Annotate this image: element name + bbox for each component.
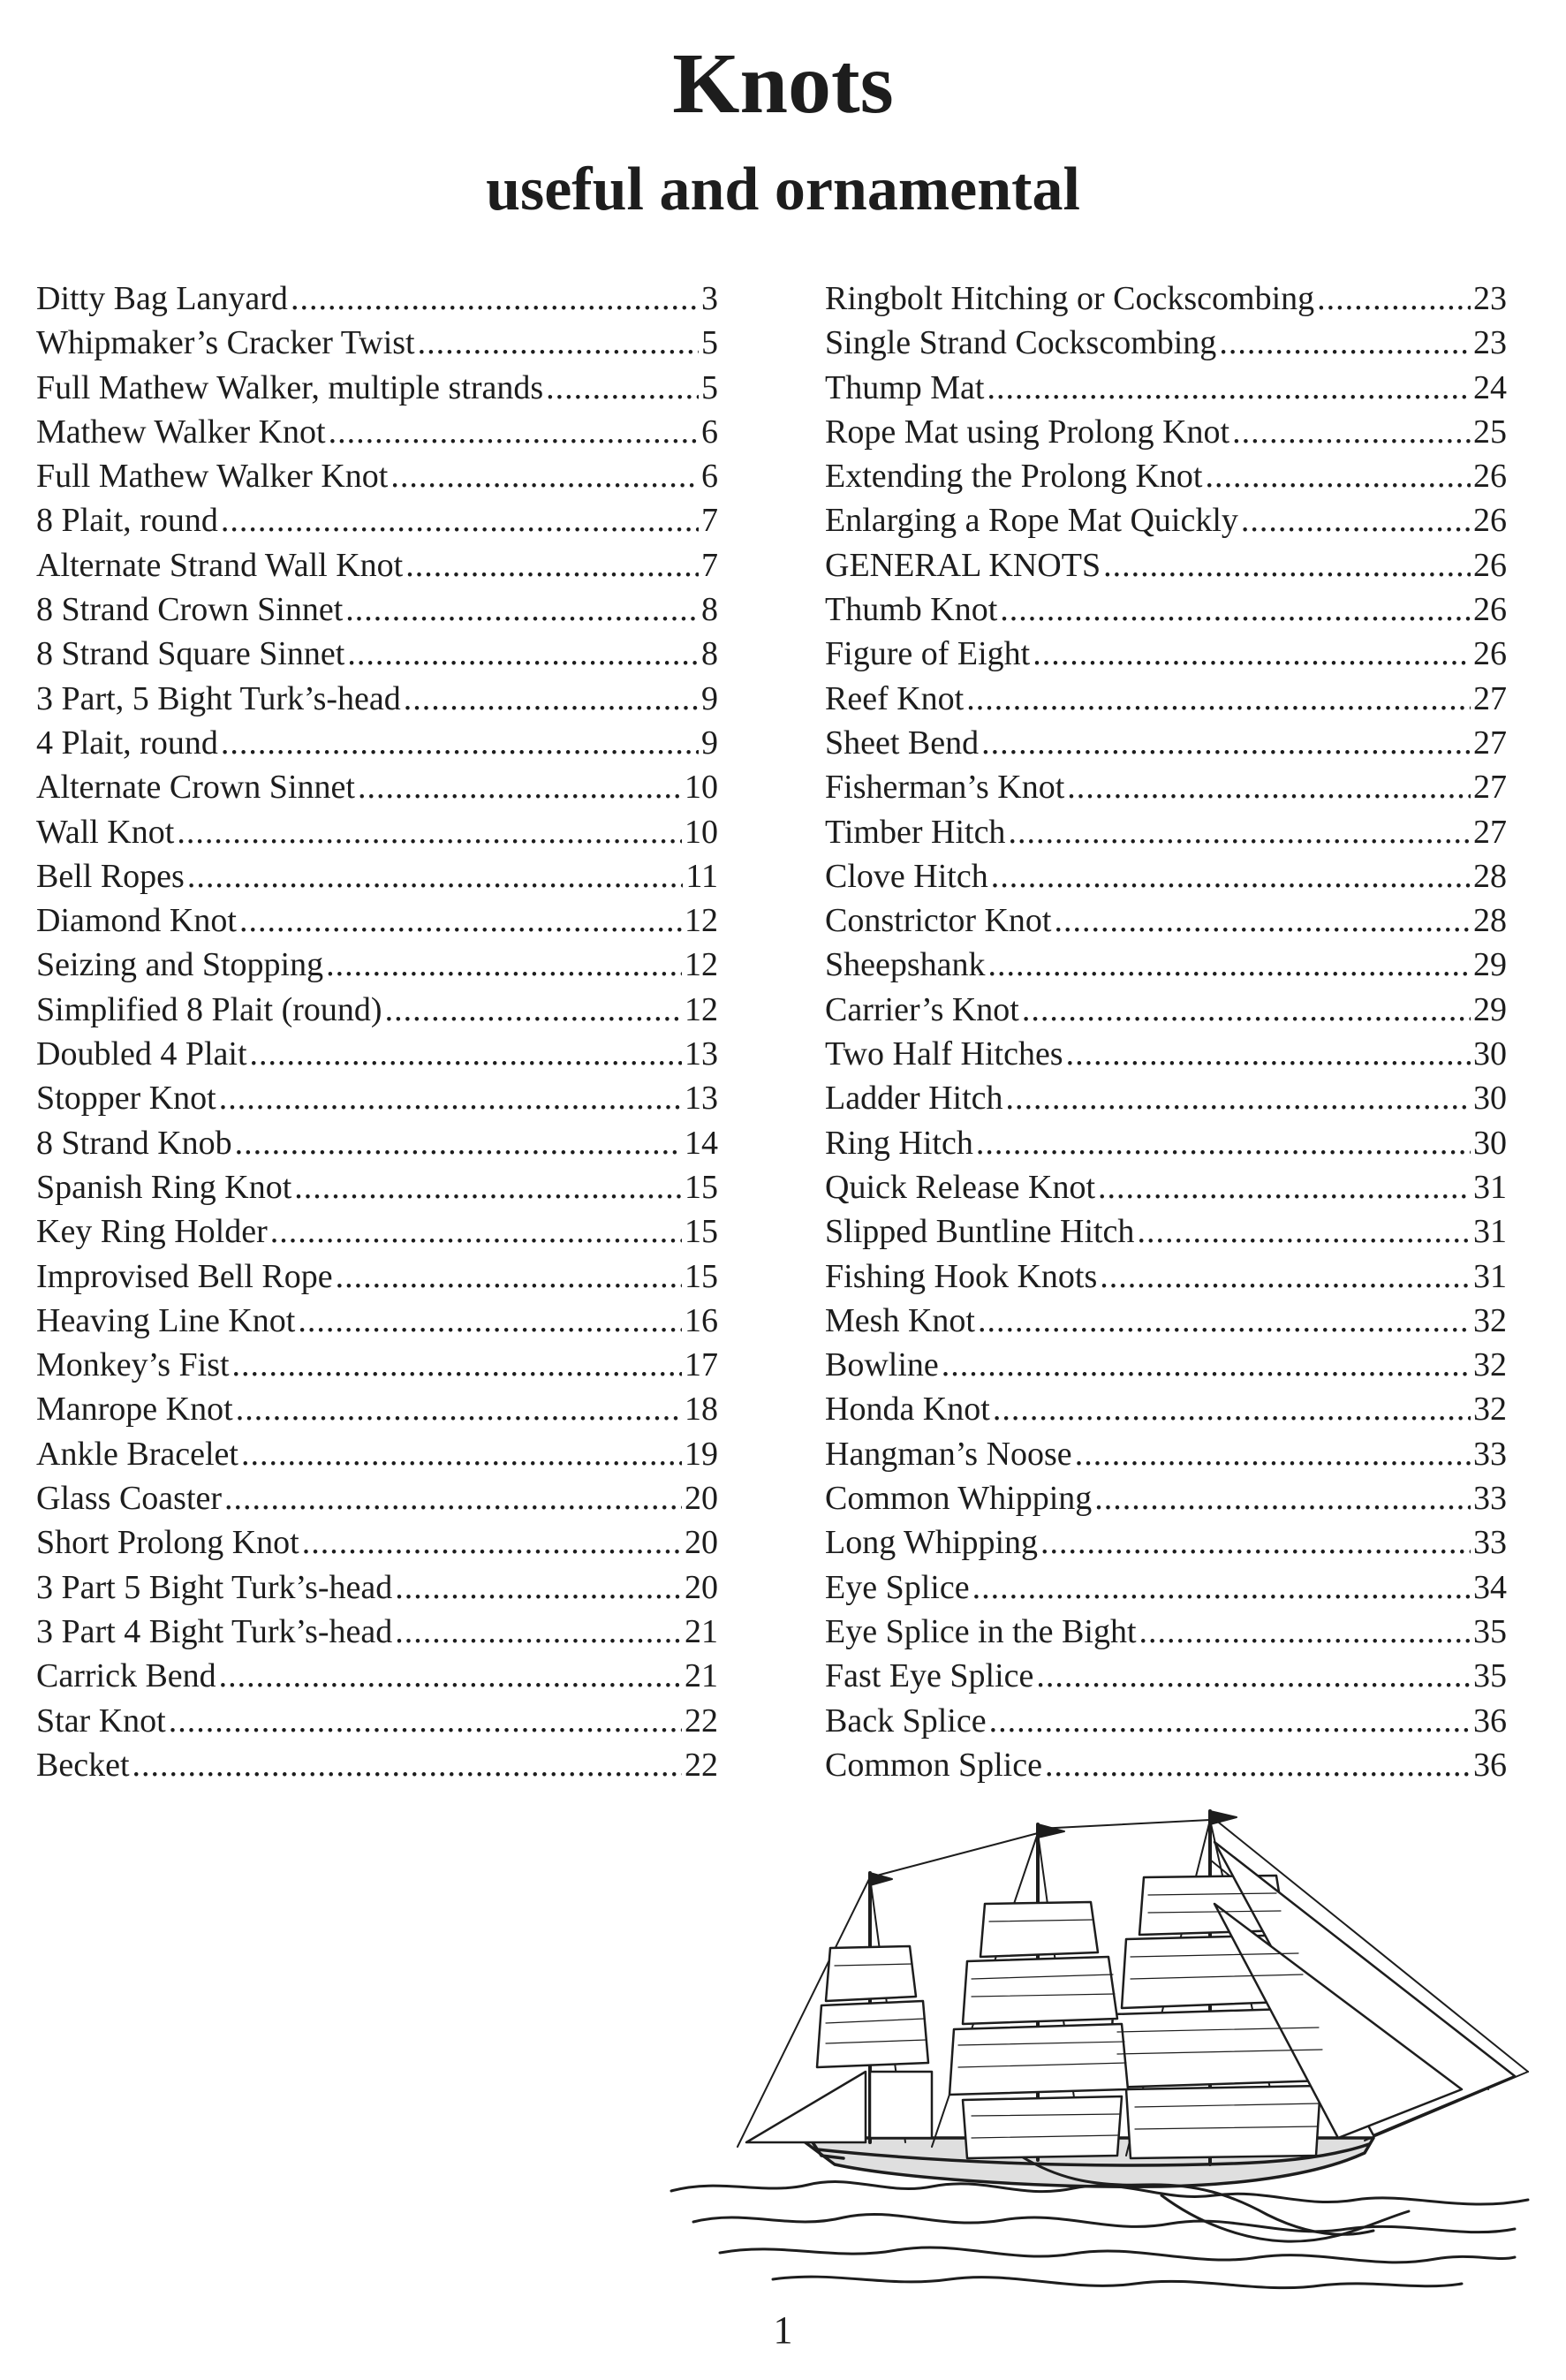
toc-dot-leader [395, 1565, 682, 1610]
toc-entry-label: Slipped Buntline Hitch [825, 1213, 1135, 1251]
toc-entry-label: Monkey’s Fist [36, 1346, 230, 1384]
toc-dot-leader [987, 366, 1471, 410]
toc-entry-page: 21 [685, 1657, 718, 1695]
toc-entry-page: 16 [685, 1301, 718, 1339]
toc-entry-page: 26 [1473, 591, 1507, 629]
toc-dot-leader [294, 1165, 682, 1209]
toc-entry-label: Carrick Bend [36, 1657, 216, 1695]
toc-entry [36, 1699, 718, 1743]
toc-dot-leader [1100, 1254, 1471, 1299]
toc-entry-page: 6 [701, 413, 718, 451]
toc-entry-page: 36 [1473, 1702, 1507, 1740]
toc-entry [825, 1209, 1507, 1254]
toc-dot-leader [1054, 898, 1471, 943]
toc-entry [36, 1432, 718, 1476]
toc-entry-label: Key Ring Holder [36, 1213, 268, 1251]
toc-dot-leader [1022, 988, 1471, 1032]
toc-entry [825, 1699, 1507, 1743]
toc-entry [825, 543, 1507, 587]
toc-entry [36, 721, 718, 765]
toc-entry [825, 1076, 1507, 1120]
toc-entry-page: 7 [701, 502, 718, 540]
toc-entry-label: Honda Knot [825, 1391, 990, 1429]
toc-entry-page: 35 [1473, 1657, 1507, 1695]
toc-entry-label: Sheet Bend [825, 724, 980, 762]
toc-entry-label: Improvised Bell Rope [36, 1257, 333, 1295]
toc-entry-page: 26 [1473, 635, 1507, 673]
toc-entry [825, 1654, 1507, 1698]
toc-entry-label: Clove Hitch [825, 857, 988, 895]
toc-dot-leader [1137, 1209, 1471, 1254]
toc-dot-leader [418, 321, 699, 365]
toc-entry [825, 277, 1507, 321]
toc-dot-leader [1205, 454, 1471, 498]
toc-entry-label: 4 Plait, round [36, 724, 218, 762]
toc-dot-leader [385, 988, 682, 1032]
toc-entry [825, 1165, 1507, 1209]
toc-entry [36, 632, 718, 676]
toc-dot-leader [132, 1743, 682, 1787]
toc-entry [825, 721, 1507, 765]
toc-right-column [825, 277, 1507, 1787]
toc-entry-page: 15 [685, 1168, 718, 1206]
toc-entry-page: 15 [685, 1213, 718, 1251]
toc-entry-label: Extending the Prolong Knot [825, 458, 1203, 496]
toc-dot-leader [989, 1699, 1471, 1743]
toc-entry-page: 20 [685, 1524, 718, 1562]
toc-dot-leader [1067, 765, 1471, 809]
toc-entry-label: Figure of Eight [825, 635, 1031, 673]
toc-entry [825, 1520, 1507, 1565]
toc-entry-page: 24 [1473, 368, 1507, 406]
toc-entry-page: 30 [1473, 1124, 1507, 1162]
toc-dot-leader [221, 498, 699, 542]
toc-entry-label: Diamond Knot [36, 902, 237, 940]
toc-dot-leader [976, 1121, 1471, 1165]
toc-entry [36, 1476, 718, 1520]
toc-entry-page: 10 [685, 769, 718, 807]
toc-entry-page: 26 [1473, 502, 1507, 540]
toc-dot-leader [169, 1699, 682, 1743]
toc-entry-label: Bell Ropes [36, 857, 185, 895]
toc-dot-leader [1094, 1476, 1471, 1520]
toc-entry [825, 1121, 1507, 1165]
toc-dot-leader [546, 366, 699, 410]
toc-dot-leader [972, 1565, 1471, 1610]
toc-entry-label: 8 Strand Crown Sinnet [36, 591, 344, 629]
toc-dot-leader [1317, 277, 1471, 321]
toc-dot-leader [298, 1299, 682, 1343]
toc-entry [36, 988, 718, 1032]
toc-entry-label: Mesh Knot [825, 1301, 975, 1339]
toc-entry [36, 1387, 718, 1431]
toc-dot-leader [1075, 1432, 1471, 1476]
toc-entry [36, 366, 718, 410]
toc-entry [825, 1610, 1507, 1654]
toc-entry [825, 1299, 1507, 1343]
toc-entry-label: Heaving Line Knot [36, 1301, 296, 1339]
toc-entry-page: 20 [685, 1480, 718, 1518]
toc-entry-label: Timber Hitch [825, 813, 1006, 851]
toc-entry [825, 454, 1507, 498]
page-subtitle: useful and ornamental [486, 155, 1080, 224]
toc-entry-page: 8 [701, 591, 718, 629]
toc-entry [36, 1743, 718, 1787]
toc-entry-page: 27 [1473, 724, 1507, 762]
toc-dot-leader [345, 587, 699, 632]
toc-dot-leader [395, 1610, 682, 1654]
toc-entry-label: Two Half Hitches [825, 1035, 1063, 1073]
toc-entry-page: 27 [1473, 813, 1507, 851]
toc-entry [36, 1299, 718, 1343]
toc-dot-leader [291, 277, 699, 321]
toc-dot-leader [302, 1520, 682, 1565]
toc-entry-label: Manrope Knot [36, 1391, 233, 1429]
toc-entry [36, 854, 718, 898]
toc-dot-leader [270, 1209, 682, 1254]
toc-entry [36, 1076, 718, 1120]
toc-dot-leader [224, 1476, 682, 1520]
toc-dot-leader [236, 1387, 682, 1431]
toc-dot-leader [1103, 543, 1471, 587]
toc-entry-label: 8 Strand Square Sinnet [36, 635, 345, 673]
toc-entry [36, 1032, 718, 1076]
toc-entry [36, 1610, 718, 1654]
toc-entry-page: 31 [1473, 1213, 1507, 1251]
toc-dot-leader [1098, 1165, 1471, 1209]
toc-left-column [36, 277, 718, 1787]
toc-entry [825, 1432, 1507, 1476]
toc-entry-label: Sheepshank [825, 946, 986, 984]
toc-entry-page: 19 [685, 1435, 718, 1473]
toc-dot-leader [1219, 321, 1471, 365]
toc-entry-page: 21 [685, 1612, 718, 1650]
toc-entry-label: Thumb Knot [825, 591, 998, 629]
toc-entry-page: 30 [1473, 1035, 1507, 1073]
toc-entry [36, 1254, 718, 1299]
toc-entry-page: 9 [701, 724, 718, 762]
toc-entry-label: Thump Mat [825, 368, 985, 406]
toc-entry [36, 587, 718, 632]
toc-entry-label: Mathew Walker Knot [36, 413, 326, 451]
toc-entry [36, 898, 718, 943]
toc-entry-page: 9 [701, 679, 718, 717]
toc-entry [825, 810, 1507, 854]
toc-dot-leader [1241, 498, 1471, 542]
toc-entry-label: Single Strand Cockscombing [825, 324, 1217, 362]
toc-entry-label: Fast Eye Splice [825, 1657, 1034, 1695]
toc-entry-label: Full Mathew Walker Knot [36, 458, 389, 496]
toc-entry-page: 27 [1473, 769, 1507, 807]
toc-dot-leader [988, 943, 1471, 987]
toc-dot-leader [1139, 1610, 1471, 1654]
toc-entry [825, 765, 1507, 809]
toc-entry-page: 18 [685, 1391, 718, 1429]
toc-entry [825, 1565, 1507, 1610]
toc-entry [36, 454, 718, 498]
toc-entry [36, 943, 718, 987]
page-number: 1 [773, 2308, 793, 2352]
toc-dot-leader [1040, 1520, 1471, 1565]
toc-entry-page: 32 [1473, 1346, 1507, 1384]
toc-entry-page: 6 [701, 458, 718, 496]
toc-entry-label: Ankle Bracelet [36, 1435, 238, 1473]
toc-entry-label: Rope Mat using Prolong Knot [825, 413, 1230, 451]
toc-dot-leader [232, 1343, 682, 1387]
toc-entry-label: Bowline [825, 1346, 939, 1384]
toc-entry [825, 1343, 1507, 1387]
toc-entry-page: 27 [1473, 679, 1507, 717]
toc-entry-label: 8 Strand Knob [36, 1124, 232, 1162]
toc-entry-label: Glass Coaster [36, 1480, 223, 1518]
toc-entry-label: Simplified 8 Plait (round) [36, 990, 382, 1028]
toc-dot-leader [1036, 1654, 1471, 1698]
toc-entry [825, 1476, 1507, 1520]
toc-entry-page: 29 [1473, 990, 1507, 1028]
toc-entry-label: Stopper Knot [36, 1080, 216, 1118]
toc-entry-label: Alternate Strand Wall Knot [36, 546, 404, 584]
toc-entry-page: 35 [1473, 1612, 1507, 1650]
toc-entry [36, 1565, 718, 1610]
toc-entry [825, 410, 1507, 454]
ship-sails [746, 1842, 1515, 2158]
toc-entry-page: 29 [1473, 946, 1507, 984]
toc-dot-leader [966, 677, 1471, 721]
toc-entry-page: 5 [701, 324, 718, 362]
toc-entry-label: Fisherman’s Knot [825, 769, 1065, 807]
toc-entry-label: Alternate Crown Sinnet [36, 769, 355, 807]
toc-entry-label: 8 Plait, round [36, 502, 218, 540]
toc-dot-leader [329, 410, 699, 454]
toc-entry-label: Eye Splice [825, 1568, 970, 1606]
toc-dot-leader [219, 1076, 682, 1120]
toc-entry [825, 498, 1507, 542]
toc-entry-page: 33 [1473, 1524, 1507, 1562]
toc-dot-leader [1045, 1743, 1471, 1787]
toc-entry-label: Star Knot [36, 1702, 166, 1740]
toc-entry [36, 1343, 718, 1387]
toc-entry-label: Full Mathew Walker, multiple strands [36, 368, 544, 406]
toc-entry-label: Constrictor Knot [825, 902, 1052, 940]
toc-entry-page: 33 [1473, 1435, 1507, 1473]
toc-entry-page: 26 [1473, 458, 1507, 496]
toc-dot-leader [177, 810, 682, 854]
toc-entry [36, 1121, 718, 1165]
toc-dot-leader [405, 543, 699, 587]
toc-entry-page: 33 [1473, 1480, 1507, 1518]
toc-entry [36, 1165, 718, 1209]
toc-entry [36, 1209, 718, 1254]
toc-entry-label: Ladder Hitch [825, 1080, 1003, 1118]
toc-dot-leader [390, 454, 699, 498]
toc-entry-page: 28 [1473, 857, 1507, 895]
toc-entry-label: Spanish Ring Knot [36, 1168, 292, 1206]
toc-dot-leader [347, 632, 699, 676]
toc-entry-page: 10 [685, 813, 718, 851]
toc-entry-page: 12 [685, 902, 718, 940]
toc-entry-label: GENERAL KNOTS [825, 546, 1101, 584]
toc-entry [825, 677, 1507, 721]
toc-dot-leader [241, 1432, 682, 1476]
toc-entry-page: 22 [685, 1702, 718, 1740]
toc-entry [825, 1743, 1507, 1787]
toc-dot-leader [326, 943, 682, 987]
toc-entry-label: Wall Knot [36, 813, 175, 851]
toc-dot-leader [978, 1299, 1471, 1343]
toc-entry [825, 1032, 1507, 1076]
toc-entry-page: 22 [685, 1746, 718, 1784]
toc-entry-page: 13 [685, 1035, 718, 1073]
toc-entry [825, 1387, 1507, 1431]
toc-entry-label: Hangman’s Noose [825, 1435, 1072, 1473]
toc-entry [825, 587, 1507, 632]
toc-entry [36, 543, 718, 587]
toc-entry-label: Carrier’s Knot [825, 990, 1019, 1028]
toc-entry-label: Seizing and Stopping [36, 946, 324, 984]
toc-entry-page: 8 [701, 635, 718, 673]
toc-dot-leader [991, 854, 1471, 898]
toc-dot-leader [358, 765, 682, 809]
toc-dot-leader [1033, 632, 1471, 676]
toc-entry [825, 854, 1507, 898]
toc-entry-page: 36 [1473, 1746, 1507, 1784]
toc-dot-leader [221, 721, 699, 765]
toc-entry-label: Eye Splice in the Bight [825, 1612, 1137, 1650]
toc-entry [825, 366, 1507, 410]
toc-entry-page: 14 [685, 1124, 718, 1162]
toc-entry-label: Short Prolong Knot [36, 1524, 299, 1562]
toc-dot-leader [239, 898, 682, 943]
toc-entry [36, 277, 718, 321]
toc-dot-leader [1006, 1076, 1471, 1120]
sailing-ship-illustration [667, 1807, 1537, 2301]
toc-entry [36, 677, 718, 721]
toc-entry-page: 26 [1473, 546, 1507, 584]
toc-entry [825, 988, 1507, 1032]
toc-dot-leader [1008, 810, 1471, 854]
toc-dot-leader [1232, 410, 1471, 454]
toc-entry-label: Quick Release Knot [825, 1168, 1096, 1206]
page-title: Knots [672, 36, 894, 132]
toc-entry [36, 1520, 718, 1565]
toc-entry [36, 810, 718, 854]
toc-entry-label: Ringbolt Hitching or Cockscombing [825, 280, 1315, 317]
toc-entry [825, 943, 1507, 987]
toc-dot-leader [404, 677, 699, 721]
toc-entry-page: 30 [1473, 1080, 1507, 1118]
toc-dot-leader [981, 721, 1471, 765]
toc-dot-leader [336, 1254, 682, 1299]
toc-entry-page: 11 [685, 857, 718, 895]
toc-entry [36, 1654, 718, 1698]
toc-entry-label: 3 Part 5 Bight Turk’s-head [36, 1568, 393, 1606]
toc-dot-leader [942, 1343, 1471, 1387]
toc-entry-label: 3 Part, 5 Bight Turk’s-head [36, 679, 401, 717]
toc-entry-page: 20 [685, 1568, 718, 1606]
toc-entry-page: 32 [1473, 1391, 1507, 1429]
toc-entry-page: 12 [685, 990, 718, 1028]
toc-entry-page: 7 [701, 546, 718, 584]
toc-entry-page: 31 [1473, 1257, 1507, 1295]
toc-dot-leader [219, 1654, 682, 1698]
toc-entry-label: Becket [36, 1746, 130, 1784]
toc-entry [36, 498, 718, 542]
toc-entry-page: 28 [1473, 902, 1507, 940]
toc-entry-page: 13 [685, 1080, 718, 1118]
toc-entry-label: Common Splice [825, 1746, 1042, 1784]
toc-entry-page: 32 [1473, 1301, 1507, 1339]
toc-dot-leader [250, 1032, 682, 1076]
toc-entry [36, 410, 718, 454]
toc-entry-label: Back Splice [825, 1702, 987, 1740]
toc-entry-label: Ring Hitch [825, 1124, 973, 1162]
toc-entry-label: Whipmaker’s Cracker Twist [36, 324, 415, 362]
toc-entry [825, 1254, 1507, 1299]
toc-dot-leader [1066, 1032, 1471, 1076]
toc-entry-page: 12 [685, 946, 718, 984]
toc-entry-label: 3 Part 4 Bight Turk’s-head [36, 1612, 393, 1650]
toc-dot-leader [235, 1121, 682, 1165]
toc-entry-label: Long Whipping [825, 1524, 1039, 1562]
toc-entry-page: 3 [701, 280, 718, 317]
toc-entry [825, 632, 1507, 676]
toc-entry-label: Common Whipping [825, 1480, 1093, 1518]
toc-entry-page: 23 [1473, 280, 1507, 317]
toc-entry-page: 31 [1473, 1168, 1507, 1206]
toc-entry [825, 321, 1507, 365]
toc-entry-label: Enlarging a Rope Mat Quickly [825, 502, 1238, 540]
toc-entry-page: 34 [1473, 1568, 1507, 1606]
toc-dot-leader [187, 854, 684, 898]
toc-entry-label: Fishing Hook Knots [825, 1257, 1098, 1295]
toc-entry [36, 321, 718, 365]
toc-entry-label: Ditty Bag Lanyard [36, 280, 288, 317]
toc-entry-label: Doubled 4 Plait [36, 1035, 247, 1073]
toc-dot-leader [1000, 587, 1471, 632]
toc-entry-page: 25 [1473, 413, 1507, 451]
toc-entry [825, 898, 1507, 943]
toc-entry-page: 15 [685, 1257, 718, 1295]
toc-entry-page: 17 [685, 1346, 718, 1384]
toc-entry-page: 23 [1473, 324, 1507, 362]
toc-entry-label: Reef Knot [825, 679, 965, 717]
toc-entry [36, 765, 718, 809]
toc-dot-leader [993, 1387, 1471, 1431]
toc-entry-page: 5 [701, 368, 718, 406]
